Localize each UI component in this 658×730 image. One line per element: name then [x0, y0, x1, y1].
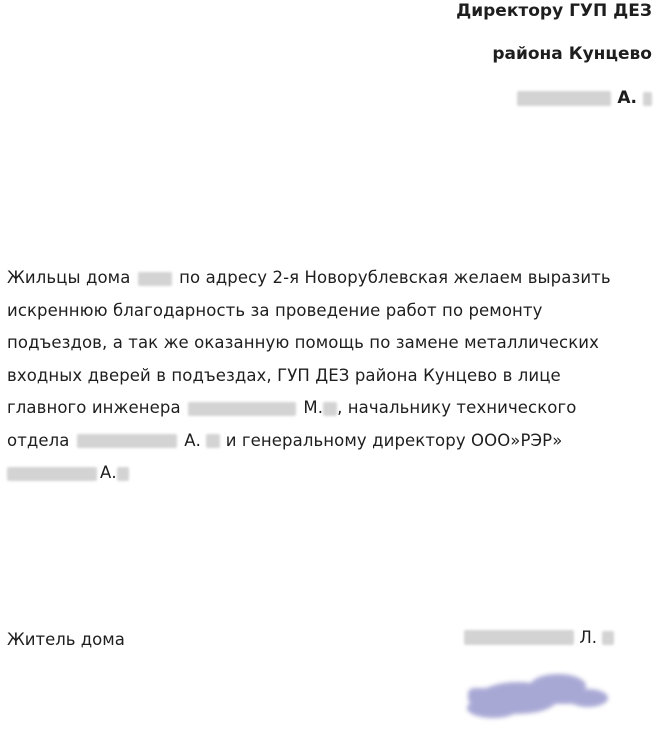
- resident-label: Житель дома: [7, 630, 125, 649]
- redacted-surname: [517, 91, 611, 106]
- redacted-initial: [643, 92, 652, 106]
- body-line: подъездов, а так же оказанную помощь по замене металлических: [7, 333, 599, 352]
- body-text-segment: главного инженера: [7, 398, 181, 417]
- redacted-initial: [323, 402, 337, 416]
- signer-name: [464, 628, 614, 647]
- addressee-district: района Кунцево: [492, 44, 652, 64]
- body-text-segment: и генеральному директору ООО»РЭР»: [225, 430, 563, 450]
- redacted-director-surname: [7, 467, 97, 481]
- redacted-department-head-surname: [77, 434, 177, 448]
- body-line: искреннюю благодарность за проведение работ по ремонту: [7, 300, 543, 320]
- signature-scribble: [448, 658, 618, 728]
- redacted-initial: [602, 631, 614, 645]
- body-text-segment: , начальнику технического: [337, 398, 577, 417]
- body-text-segment: А.: [184, 430, 201, 450]
- body-text-segment: Жильцы дома: [7, 268, 131, 287]
- redacted-engineer-surname: [188, 402, 296, 416]
- addressee-initial: А.: [617, 88, 637, 108]
- body-text-segment: А.: [100, 463, 117, 482]
- body-text-segment: М.: [303, 398, 324, 417]
- addressee-title: Директору ГУП ДЕЗ: [456, 1, 652, 21]
- letter-body: [7, 262, 652, 490]
- body-text-segment: по адресу 2-я Новорублевская желаем выразить: [179, 268, 611, 287]
- redacted-initial: [117, 467, 129, 481]
- body-line: [7, 392, 652, 425]
- redacted-house-number: [138, 272, 172, 286]
- body-text-segment: отдела: [7, 430, 70, 450]
- redacted-initial: [206, 434, 220, 448]
- redacted-signer-surname: [464, 630, 574, 645]
- body-line: входных дверей в подъездах, ГУП ДЕЗ района Кунцево в лице: [7, 365, 561, 385]
- signer-initial: Л.: [579, 628, 597, 647]
- body-line: [7, 457, 652, 490]
- addressee-name: [517, 90, 652, 107]
- body-line: [7, 262, 652, 295]
- body-line: [7, 425, 652, 458]
